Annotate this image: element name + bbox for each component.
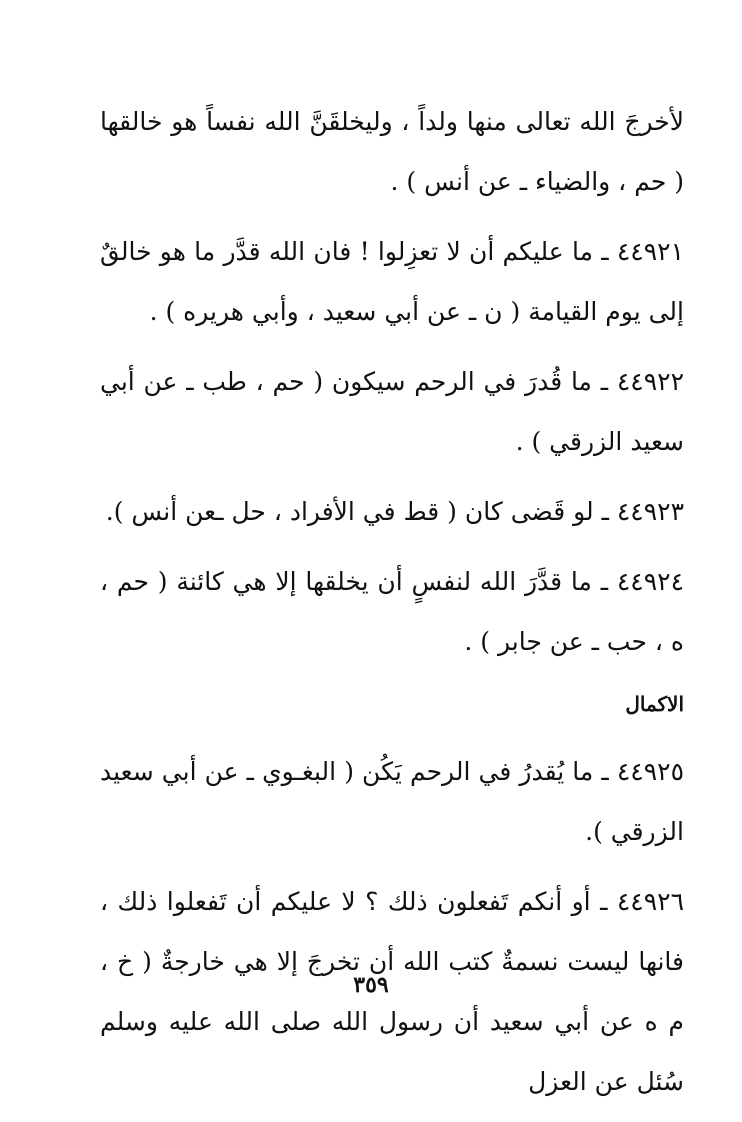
page-number: ٣٥٩ <box>353 972 389 998</box>
hadith-44925: ٤٤٩٢٥ ـ ما يُقدرُ في الرحم يَكُن ( البغـوي ـ عن أبي سعيد الزرقي ). <box>100 757 684 846</box>
hadith-44921: ٤٤٩٢١ ـ ما عليكم أن لا تعزِلوا ! فان الله قدَّر ما هو خالقٌ إلى يوم القيامة ( ن ـ عن أبي سعيد ، وأبي هريره ) . <box>100 237 684 326</box>
hadith-44924: ٤٤٩٢٤ ـ ما قدَّرَ الله لنفسٍ أن يخلقها إلا هي كائنة ( حم ، ه ، حب ـ عن جابر ) . <box>100 567 684 656</box>
section-heading: الاكمال <box>625 692 684 716</box>
paragraph-continuation: لأخرجَ الله تعالى منها ولداً ، وليخلقَنَّ الله نفساً هو خالقها ( حم ، والضياء ـ عن أنس ) . <box>100 107 684 196</box>
hadith-44922: ٤٤٩٢٢ ـ ما قُدرَ في الرحم سيكون ( حم ، طب ـ عن أبي سعيد الزرقي ) . <box>100 367 684 456</box>
page-body <box>100 92 684 1122</box>
hadith-44923: ٤٤٩٢٣ ـ لو قَضى كان ( قط في الأفراد ، حل ـعن أنس ). <box>105 497 684 526</box>
hadith-44926: ٤٤٩٢٦ ـ أو أنكم تَفعلون ذلك ؟ لا عليكم أن تَفعلوا ذلك ، فانها ليست نسمةٌ كتب الله أن تخرجَ إلا هي خارجةٌ ( خ ، م ه عن أبي سعيد أن رسول الله صلى الله عليه وسلم سُئل عن العزل <box>100 887 684 1096</box>
